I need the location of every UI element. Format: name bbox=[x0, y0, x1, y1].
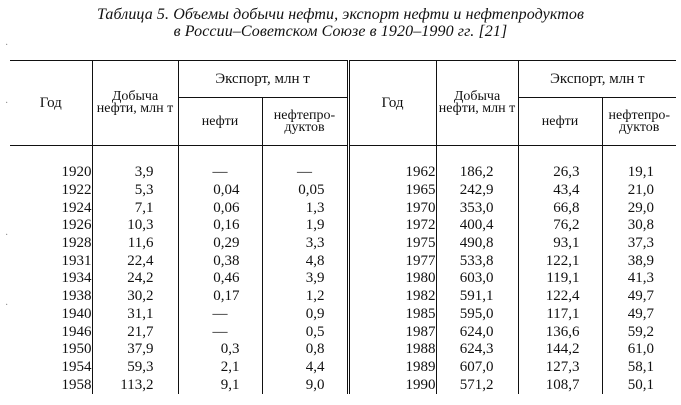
table-row bbox=[10, 288, 676, 306]
year-cell: 1975 bbox=[348, 235, 436, 253]
year-cell: 1931 bbox=[61, 252, 92, 269]
header-row-main bbox=[10, 61, 676, 98]
margin-speck: · bbox=[5, 40, 9, 51]
caption-line-2: в России–Советском Союзе в 1920–1990 гг. [21] bbox=[173, 23, 508, 40]
header-export-products-left: нефтепро-дуктов bbox=[262, 98, 348, 146]
export-products-cell: 0,5 bbox=[262, 323, 348, 341]
production-cell: 242,9 bbox=[436, 182, 518, 200]
export-products-cell: 3,3 bbox=[262, 235, 348, 253]
table-row bbox=[10, 182, 676, 200]
header-production-right: Добыча нефти, млн т bbox=[436, 61, 518, 146]
production-cell: 24,2 bbox=[92, 270, 178, 288]
export-oil-cell: 93,1 bbox=[518, 235, 602, 253]
production-cell: 595,0 bbox=[436, 306, 518, 324]
year-cell: 1922 bbox=[61, 182, 92, 199]
export-oil-cell: 117,1 bbox=[518, 306, 602, 324]
year-cell: 1938 bbox=[61, 288, 92, 305]
production-cell: 490,8 bbox=[436, 235, 518, 253]
header-export-products-right: нефтепро-дуктов bbox=[602, 98, 676, 146]
export-oil-cell: 0,29 bbox=[178, 235, 262, 253]
year-cell: 1926 bbox=[61, 217, 92, 234]
production-cell: 31,1 bbox=[92, 306, 178, 324]
year-cell: 1924 bbox=[61, 199, 92, 216]
header-export-oil-left: нефти bbox=[178, 98, 262, 146]
export-products-cell: 3,9 bbox=[262, 270, 348, 288]
production-cell: 7,1 bbox=[92, 199, 178, 217]
year-cell: 1977 bbox=[348, 252, 436, 270]
production-cell: 113,2 bbox=[92, 376, 178, 394]
export-oil-cell: 0,3 bbox=[178, 341, 262, 359]
year-cell: 1934 bbox=[61, 270, 92, 287]
year-cell: 1946 bbox=[61, 323, 92, 340]
header-export-left: Экспорт, млн т bbox=[178, 61, 348, 98]
export-products-cell: 38,9 bbox=[602, 252, 676, 270]
year-cell: 1940 bbox=[61, 305, 92, 322]
table-row bbox=[10, 323, 676, 341]
export-oil-cell: 122,1 bbox=[518, 252, 602, 270]
production-cell: 624,3 bbox=[436, 341, 518, 359]
production-cell: 10,3 bbox=[92, 217, 178, 235]
export-products-cell: — bbox=[262, 146, 348, 182]
margin-speck: · bbox=[5, 98, 9, 109]
oil-table bbox=[10, 60, 676, 394]
export-oil-cell: 127,3 bbox=[518, 359, 602, 377]
year-cell: 1985 bbox=[348, 306, 436, 324]
export-products-cell: 1,3 bbox=[262, 199, 348, 217]
header-production-left: Добыча нефти, млн т bbox=[92, 61, 178, 146]
export-oil-cell: 0,06 bbox=[178, 199, 262, 217]
table-row bbox=[10, 217, 676, 235]
export-products-cell: 58,1 bbox=[602, 359, 676, 377]
margin-speck: · bbox=[5, 230, 9, 241]
header-export-oil-right: нефти bbox=[518, 98, 602, 146]
export-products-cell: 30,8 bbox=[602, 217, 676, 235]
year-cell: 1920 bbox=[61, 164, 92, 181]
production-cell: 3,9 bbox=[92, 146, 178, 182]
export-products-cell: 61,0 bbox=[602, 341, 676, 359]
export-products-cell: 0,8 bbox=[262, 341, 348, 359]
year-cell: 1990 bbox=[348, 376, 436, 394]
export-oil-cell: 0,17 bbox=[178, 288, 262, 306]
year-cell: 1987 bbox=[348, 323, 436, 341]
export-products-cell: 9,0 bbox=[262, 376, 348, 394]
year-cell: 1982 bbox=[348, 288, 436, 306]
year-cell: 1970 bbox=[348, 199, 436, 217]
export-products-cell: 4,4 bbox=[262, 359, 348, 377]
export-oil-cell: 136,6 bbox=[518, 323, 602, 341]
export-products-cell: 29,0 bbox=[602, 199, 676, 217]
production-cell: 22,4 bbox=[92, 252, 178, 270]
production-cell: 30,2 bbox=[92, 288, 178, 306]
production-cell: 603,0 bbox=[436, 270, 518, 288]
export-oil-cell: 119,1 bbox=[518, 270, 602, 288]
export-oil-cell: 0,16 bbox=[178, 217, 262, 235]
export-oil-cell: — bbox=[178, 146, 262, 182]
export-oil-cell: 66,8 bbox=[518, 199, 602, 217]
export-products-cell: 1,2 bbox=[262, 288, 348, 306]
export-products-cell: 19,1 bbox=[602, 146, 676, 182]
production-cell: 21,7 bbox=[92, 323, 178, 341]
export-oil-cell: 26,3 bbox=[518, 146, 602, 182]
production-cell: 607,0 bbox=[436, 359, 518, 377]
table-body bbox=[10, 146, 676, 394]
table-row bbox=[10, 199, 676, 217]
export-oil-cell: — bbox=[178, 323, 262, 341]
export-products-cell: 59,2 bbox=[602, 323, 676, 341]
year-cell: 1972 bbox=[348, 217, 436, 235]
production-cell: 400,4 bbox=[436, 217, 518, 235]
year-cell: 1954 bbox=[61, 358, 92, 375]
year-cell: 1988 bbox=[348, 341, 436, 359]
header-year-right: Год bbox=[348, 61, 436, 146]
caption-line-1: Таблица 5. Объемы добычи нефти, экспорт нефти и нефтепродуктов bbox=[96, 6, 585, 23]
export-products-cell: 41,3 bbox=[602, 270, 676, 288]
table-row bbox=[10, 306, 676, 324]
production-cell: 37,9 bbox=[92, 341, 178, 359]
export-oil-cell: — bbox=[178, 306, 262, 324]
production-cell: 571,2 bbox=[436, 376, 518, 394]
production-cell: 533,8 bbox=[436, 252, 518, 270]
export-products-cell: 1,9 bbox=[262, 217, 348, 235]
export-products-cell: 49,7 bbox=[602, 288, 676, 306]
export-oil-cell: 0,38 bbox=[178, 252, 262, 270]
export-oil-cell: 122,4 bbox=[518, 288, 602, 306]
margin-speck: · bbox=[5, 300, 9, 311]
export-products-cell: 37,3 bbox=[602, 235, 676, 253]
table-row bbox=[10, 270, 676, 288]
table-row bbox=[10, 341, 676, 359]
export-oil-cell: 144,2 bbox=[518, 341, 602, 359]
table-row bbox=[10, 252, 676, 270]
production-cell: 5,3 bbox=[92, 182, 178, 200]
table-row bbox=[10, 146, 676, 182]
year-cell: 1928 bbox=[61, 235, 92, 252]
export-products-cell: 0,05 bbox=[262, 182, 348, 200]
export-oil-cell: 0,46 bbox=[178, 270, 262, 288]
year-cell: 1962 bbox=[348, 146, 436, 182]
production-cell: 11,6 bbox=[92, 235, 178, 253]
export-products-cell: 4,8 bbox=[262, 252, 348, 270]
year-cell: 1958 bbox=[61, 376, 92, 393]
export-oil-cell: 0,04 bbox=[178, 182, 262, 200]
year-cell: 1965 bbox=[348, 182, 436, 200]
export-products-cell: 21,0 bbox=[602, 182, 676, 200]
table-caption bbox=[0, 6, 681, 40]
table-row bbox=[10, 359, 676, 377]
production-cell: 591,1 bbox=[436, 288, 518, 306]
header-year-left: Год bbox=[10, 61, 92, 146]
production-cell: 353,0 bbox=[436, 199, 518, 217]
production-cell: 624,0 bbox=[436, 323, 518, 341]
year-cell: 1980 bbox=[348, 270, 436, 288]
export-products-cell: 50,1 bbox=[602, 376, 676, 394]
export-oil-cell: 108,7 bbox=[518, 376, 602, 394]
production-cell: 186,2 bbox=[436, 146, 518, 182]
export-oil-cell: 2,1 bbox=[178, 359, 262, 377]
export-products-cell: 0,9 bbox=[262, 306, 348, 324]
header-export-right: Экспорт, млн т bbox=[518, 61, 676, 98]
export-oil-cell: 43,4 bbox=[518, 182, 602, 200]
year-cell: 1989 bbox=[348, 359, 436, 377]
production-cell: 59,3 bbox=[92, 359, 178, 377]
export-oil-cell: 9,1 bbox=[178, 376, 262, 394]
export-oil-cell: 76,2 bbox=[518, 217, 602, 235]
table-row bbox=[10, 376, 676, 394]
table-row bbox=[10, 235, 676, 253]
year-cell: 1950 bbox=[61, 341, 92, 358]
export-products-cell: 49,7 bbox=[602, 306, 676, 324]
